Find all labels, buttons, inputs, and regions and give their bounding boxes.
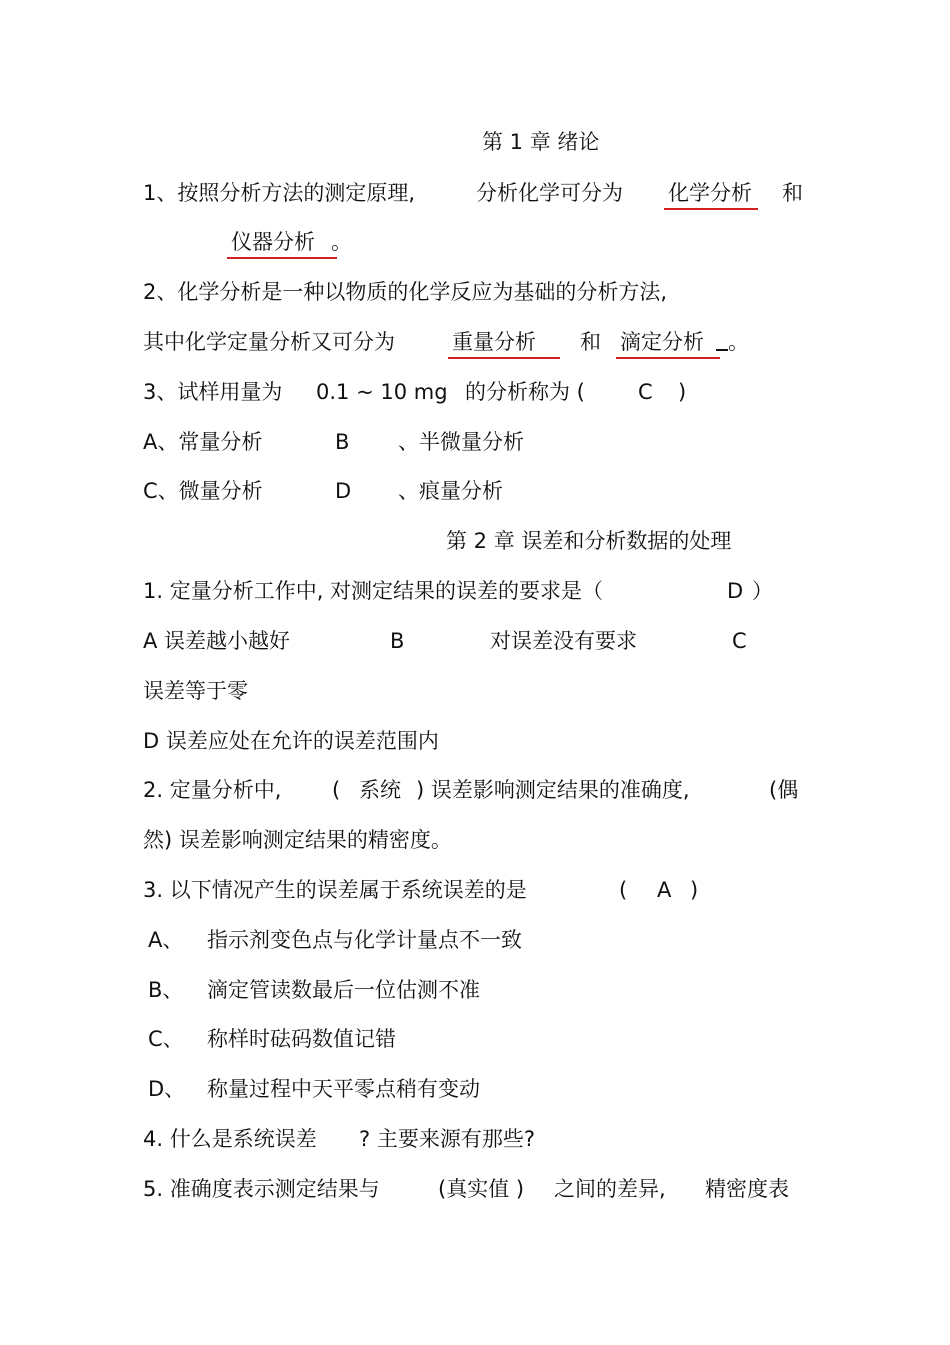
ch2-q3-answer: A [657,878,672,902]
q2-answer-1: 重量分析 [452,328,554,356]
ch2-q1-option-d: D 误差应处在允许的误差范围内 [143,729,439,753]
chapter-2-title: 第 2 章 误差和分析数据的处理 [446,529,732,553]
q3-answer: C [638,380,653,404]
ch2-question-4-a: 4. 什么是系统误差 [143,1127,317,1151]
ch2-q1-option-a: A 误差越小越好 [143,629,291,653]
ch2-q3-paren-open: ( [619,878,628,902]
ch2-q1-answer: D [727,579,744,603]
ch2-q3-option-a-label: A、 [148,928,184,952]
q1-end: 。 [331,230,352,254]
ch2-q1-option-b-text: 对误差没有要求 [490,629,637,653]
question-1-line-1 [143,179,415,207]
underline-mark [716,349,728,351]
ch2-q2-answer-1: 系统 [359,778,401,802]
q3-text: 的分析称为 ( [465,380,585,404]
ch2-q3-option-b-text: 滴定管读数最后一位估测不准 [207,978,480,1002]
q2-answer-2: 滴定分析 [620,328,714,356]
option-b-label: B [335,430,350,454]
ch2-q5-end: 精密度表 [705,1177,789,1201]
ch2-q3-option-d-text: 称量过程中天平零点稍有变动 [207,1077,480,1101]
ch2-q1-option-b-label: B [390,629,405,653]
q1-prefix: 1、按照分析方法的测定原理, [143,181,416,205]
question-2-line-1: 2、化学分析是一种以物质的化学反应为基础的分析方法, [143,280,668,304]
ch2-question-1: 1. 定量分析工作中, 对测定结果的误差的要求是（ [143,579,604,603]
ch2-q1-close: ） [752,579,773,603]
q2-end: 。 [728,330,749,354]
ch2-q5-answer: (真实值 ) [438,1177,525,1201]
question-2-line-2: 其中化学定量分析又可分为 [143,330,395,354]
ch2-q2-middle: ) 误差影响测定结果的准确度, [416,778,690,802]
ch2-q3-option-c-text: 称样时砝码数值记错 [207,1027,396,1051]
ch2-q3-option-c-label: C、 [148,1027,184,1051]
ch2-q1-option-c-text: 误差等于零 [143,679,248,703]
chapter-1-title: 第 1 章 绪论 [482,130,600,154]
q1-and: 和 [782,181,803,205]
ch2-q3-option-a-text: 指示剂变色点与化学计量点不一致 [207,928,522,952]
ch2-question-3: 3. 以下情况产生的误差属于系统误差的是 [143,878,527,902]
q2-answer-1-wrap [452,328,554,356]
question-3-prefix: 3、试样用量为 [143,380,283,404]
ch2-q3-option-b-label: B、 [148,978,184,1002]
option-a: A、常量分析 [143,430,263,454]
option-d-label: D [335,479,352,503]
ch2-q2-paren-open: ( [332,778,341,802]
ch2-q5-middle: 之间的差异, [554,1177,666,1201]
q2-and: 和 [580,330,601,354]
q3-close: ) [678,380,687,404]
ch2-q2-line-2: 然) 误差影响测定结果的精密度。 [143,828,452,852]
q1-answer-1-wrap [668,179,752,207]
q3-amount: 0.1 ~ 10 mg [316,380,448,404]
ch2-q2-answer-2-start: (偶 [769,778,799,802]
ch2-question-4-b: ? 主要来源有那些? [359,1127,535,1151]
q1-answer-1: 化学分析 [668,181,752,205]
ch2-q3-paren-close: ) [690,878,699,902]
option-b-text: 、半微量分析 [398,430,524,454]
ch2-q3-option-d-label: D、 [148,1077,186,1101]
option-d-text: 、痕量分析 [398,479,503,503]
ch2-q1-option-c-label: C [732,629,747,653]
q2-answer-2-wrap [620,328,749,356]
q1-middle: 分析化学可分为 [476,181,623,205]
ch2-question-2-a: 2. 定量分析中, [143,778,282,802]
option-c: C、微量分析 [143,479,263,503]
q1-answer-2: 仪器分析 [231,228,331,256]
question-1-line-2 [231,228,352,256]
ch2-question-5-a: 5. 准确度表示测定结果与 [143,1177,380,1201]
